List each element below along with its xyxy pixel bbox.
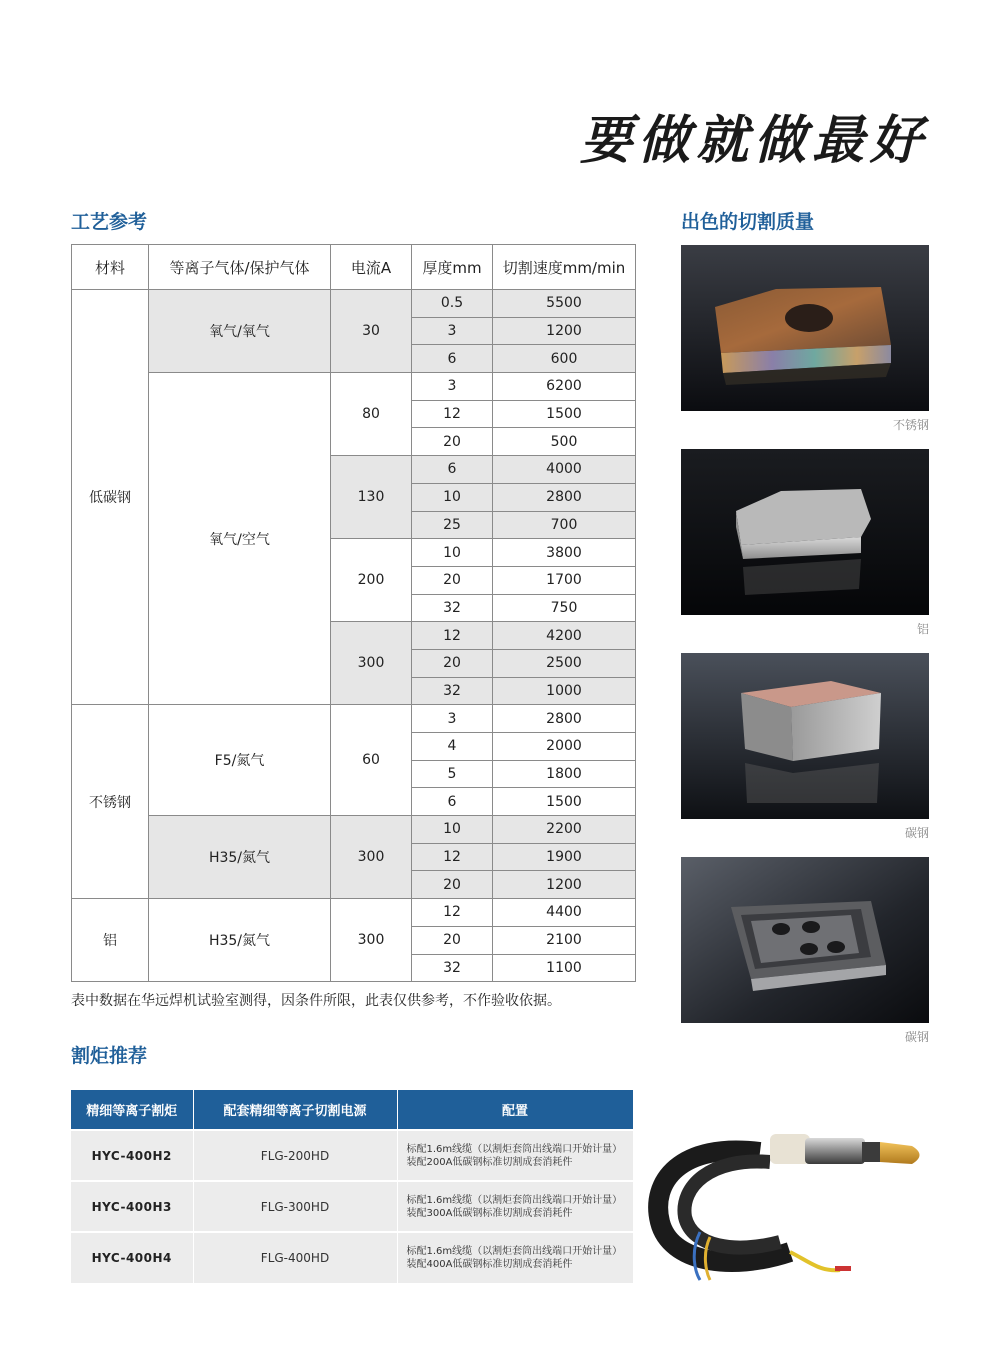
photo-caption: 铝 xyxy=(916,622,929,636)
thickness-cell: 12 xyxy=(412,843,493,871)
gas-cell: 氧气/氧气 xyxy=(149,290,331,373)
thickness-cell: 32 xyxy=(412,594,493,622)
config-line: 装配200A低碳钢标准切割成套消耗件 xyxy=(406,1156,573,1168)
slogan: 要做就做最好 xyxy=(579,110,928,171)
carbon-steel-photo-2 xyxy=(681,857,929,1023)
table-note: 表中数据在华远焊机试验室测得，因条件所限，此表仅供参考，不作验收依据。 xyxy=(71,993,561,1009)
speed-cell: 1500 xyxy=(493,788,636,816)
thickness-cell: 12 xyxy=(412,400,493,428)
speed-cell: 6200 xyxy=(493,373,636,401)
config-cell xyxy=(397,1130,633,1181)
thickness-cell: 6 xyxy=(412,456,493,484)
power-source: FLG-400HD xyxy=(193,1232,397,1283)
thickness-cell: 20 xyxy=(412,566,493,594)
process-section-title: 工艺参考 xyxy=(71,211,148,233)
speed-cell: 2800 xyxy=(493,483,636,511)
config-line: 标配1.6m线缆（以割炬套筒出线端口开始计量） xyxy=(406,1246,623,1257)
table-row xyxy=(72,816,636,844)
speed-cell: 1200 xyxy=(493,871,636,899)
config-line: 装配400A低碳钢标准切割成套消耗件 xyxy=(406,1259,573,1270)
thickness-cell: 6 xyxy=(412,788,493,816)
thickness-cell: 20 xyxy=(412,649,493,677)
config-cell xyxy=(397,1181,633,1232)
config-line: 标配1.6m线缆（以割炬套筒出线端口开始计量） xyxy=(406,1143,623,1155)
thickness-cell: 4 xyxy=(412,733,493,761)
speed-cell: 2100 xyxy=(493,926,636,954)
table-row xyxy=(72,290,636,318)
table-row xyxy=(71,1130,633,1181)
plasma-torch-image xyxy=(640,1112,940,1282)
power-source: FLG-200HD xyxy=(193,1130,397,1181)
thickness-cell: 12 xyxy=(412,622,493,650)
header-gas: 等离子气体/保护气体 xyxy=(149,245,331,290)
gas-cell: 氧气/空气 xyxy=(149,373,331,705)
current-cell: 300 xyxy=(331,816,412,899)
speed-cell: 600 xyxy=(493,345,636,373)
thickness-cell: 20 xyxy=(412,428,493,456)
torch-model: HYC-400H3 xyxy=(71,1181,193,1232)
header-torch: 精细等离子割炬 xyxy=(71,1090,193,1130)
speed-cell: 2200 xyxy=(493,816,636,844)
speed-cell: 2500 xyxy=(493,649,636,677)
speed-cell: 2800 xyxy=(493,705,636,733)
thickness-cell: 6 xyxy=(412,345,493,373)
header-current: 电流A xyxy=(331,245,412,290)
thickness-cell: 5 xyxy=(412,760,493,788)
current-cell: 130 xyxy=(331,456,412,539)
thickness-cell: 32 xyxy=(412,677,493,705)
current-cell: 300 xyxy=(331,622,412,705)
gas-cell: F5/氮气 xyxy=(149,705,331,816)
gas-cell: H35/氮气 xyxy=(149,816,331,899)
current-cell: 300 xyxy=(331,899,412,982)
table-row xyxy=(72,899,636,927)
process-table xyxy=(71,244,636,982)
photo-caption: 不锈钢 xyxy=(892,418,929,432)
config-line: 标配1.6m线缆（以割炬套筒出线端口开始计量） xyxy=(406,1194,623,1206)
thickness-cell: 10 xyxy=(412,539,493,567)
speed-cell: 700 xyxy=(493,511,636,539)
torch-model: HYC-400H4 xyxy=(71,1232,193,1283)
thickness-cell: 10 xyxy=(412,816,493,844)
torch-table-header xyxy=(71,1090,633,1130)
carbon-steel-photo-1 xyxy=(681,653,929,819)
thickness-cell: 32 xyxy=(412,954,493,982)
speed-cell: 4000 xyxy=(493,456,636,484)
header-thickness: 厚度mm xyxy=(412,245,493,290)
power-source: FLG-300HD xyxy=(193,1181,397,1232)
speed-cell: 3800 xyxy=(493,539,636,567)
current-cell: 200 xyxy=(331,539,412,622)
table-row xyxy=(71,1232,633,1283)
current-cell: 30 xyxy=(331,290,412,373)
thickness-cell: 20 xyxy=(412,926,493,954)
table-row xyxy=(72,705,636,733)
stainless-steel-photo xyxy=(681,245,929,411)
current-cell: 60 xyxy=(331,705,412,816)
torch-section-title: 割炬推荐 xyxy=(71,1045,148,1067)
current-cell: 80 xyxy=(331,373,412,456)
table-row xyxy=(71,1181,633,1232)
speed-cell: 1000 xyxy=(493,677,636,705)
thickness-cell: 3 xyxy=(412,373,493,401)
header-power-source: 配套精细等离子切割电源 xyxy=(193,1090,397,1130)
thickness-cell: 12 xyxy=(412,899,493,927)
thickness-cell: 3 xyxy=(412,705,493,733)
speed-cell: 1100 xyxy=(493,954,636,982)
speed-cell: 5500 xyxy=(493,290,636,318)
header-speed: 切割速度mm/min xyxy=(493,245,636,290)
speed-cell: 4400 xyxy=(493,899,636,927)
material-cell: 不锈钢 xyxy=(72,705,149,899)
thickness-cell: 10 xyxy=(412,483,493,511)
material-cell: 铝 xyxy=(72,899,149,982)
speed-cell: 2000 xyxy=(493,733,636,761)
material-cell: 低碳钢 xyxy=(72,290,149,705)
speed-cell: 1800 xyxy=(493,760,636,788)
speed-cell: 1700 xyxy=(493,566,636,594)
table-row xyxy=(72,373,636,401)
speed-cell: 1500 xyxy=(493,400,636,428)
torch-table xyxy=(71,1090,634,1283)
aluminum-photo xyxy=(681,449,929,615)
speed-cell: 4200 xyxy=(493,622,636,650)
speed-cell: 750 xyxy=(493,594,636,622)
header-config: 配置 xyxy=(397,1090,633,1130)
thickness-cell: 3 xyxy=(412,317,493,345)
speed-cell: 1900 xyxy=(493,843,636,871)
thickness-cell: 20 xyxy=(412,871,493,899)
quality-section-title: 出色的切割质量 xyxy=(681,211,815,233)
process-table-header xyxy=(72,245,636,290)
speed-cell: 500 xyxy=(493,428,636,456)
photo-caption: 碳钢 xyxy=(904,1030,929,1044)
thickness-cell: 25 xyxy=(412,511,493,539)
gas-cell: H35/氮气 xyxy=(149,899,331,982)
thickness-cell: 0.5 xyxy=(412,290,493,318)
speed-cell: 1200 xyxy=(493,317,636,345)
header-material: 材料 xyxy=(72,245,149,290)
torch-model: HYC-400H2 xyxy=(71,1130,193,1181)
photo-caption: 碳钢 xyxy=(904,826,929,840)
config-line: 装配300A低碳钢标准切割成套消耗件 xyxy=(406,1207,573,1219)
config-cell xyxy=(397,1232,633,1283)
